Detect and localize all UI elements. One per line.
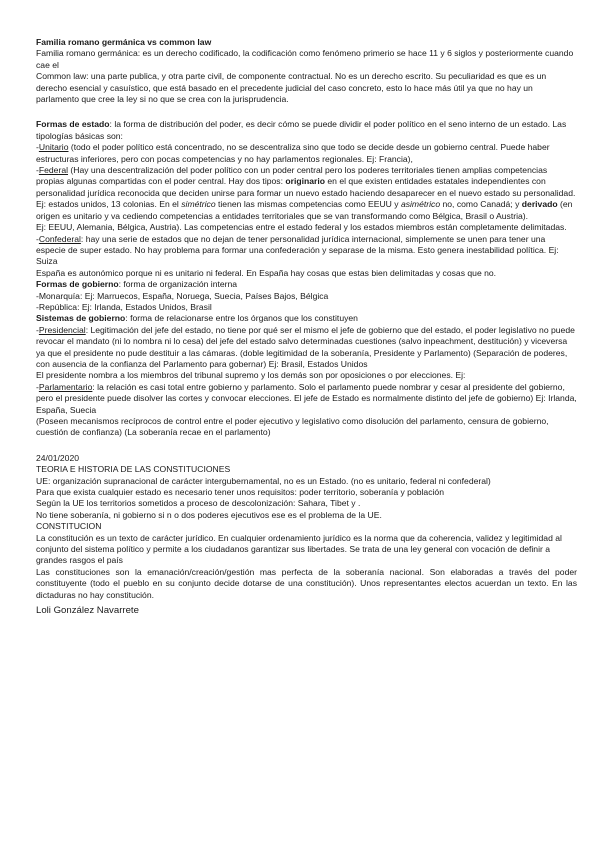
- paragraph: Según la UE los territorios sometidos a proceso de descolonización: Sahara, Tibet y .: [36, 498, 361, 509]
- list-item: -Monarquía: Ej: Marruecos, España, Noruega, Suecia, Países Bajos, Bélgica: [36, 290, 329, 301]
- term: Unitario: [38, 142, 69, 153]
- spacer: [36, 439, 577, 453]
- section-title: CONSTITUCION: [36, 521, 102, 532]
- paragraph-formas-gobierno: Formas de gobierno: forma de organización interna: [36, 279, 238, 290]
- paragraph-sistemas-gobierno: Sistemas de gobierno: forma de relacionarse entre los órganos que los constituyen: [36, 313, 358, 324]
- term: Sistemas de gobierno: [36, 313, 126, 324]
- paragraph: Familia romano germánica: es un derecho codificado, la codificación como fenómeno primerio se hace 11 y 6 siglos y posteriormente cuando cae el: [36, 48, 574, 70]
- paragraph: (Poseen mecanismos recíprocos de control entre el poder ejecutivo y legislativo como disolución del parlamento, censura de gobierno, cuestión de confianza) (La soberanía recae en el parlamento): [36, 416, 549, 438]
- term: Parlamentario: [38, 381, 93, 392]
- term: Formas de gobierno: [36, 279, 119, 290]
- paragraph: Ej: EEUU, Alemania, Bélgica, Austria). Las competencias entre el estado federal y los estados miembros están completamente delimitadas.: [36, 222, 567, 233]
- item-parlamentario: -Parlamentario: la relación es casi total entre gobierno y parlamento. Solo el parlamento puede nombrar y cesar al presidente del gobierno, pero el presidente puede disolver las cortes y convocar elecciones. El jefe de Estado es normalmente distinto del jefe de gobierno) Ej: Irlanda, España, Suecia: [36, 381, 577, 415]
- paragraph-formas-estado: Formas de estado: la forma de distribución del poder, es decir cómo se puede dividir el poder político en el seno interno de un estado. Las tipologías básicas son:: [36, 119, 567, 141]
- section-title: TEORIA E HISTORIA DE LAS CONSTITUCIONES: [36, 464, 231, 475]
- section-title: Familia romano germánica vs common law: [36, 37, 212, 47]
- item-unitario: -Unitario (todo el poder político está concentrado, no se descentraliza sino que todo se decide desde un gobierno central. Puede haber estructuras inferiores, pero con pocas competencias y no hay parlamentos regionales. Ej: Francia),: [36, 142, 550, 164]
- item-presidencial: -Presidencial: Legitimación del jefe del estado, no tiene por qué ser el mismo el jefe de gobierno que del estado, el poder legislativo no puede revocar el mandato (ni lo nombra ni lo cesa) del jefe del estado salvo determinadas cuestiones (salvo inpeachment, destitución) y viceversa ya que el presidente no pude destituir a las cámaras. (doble legitimidad de la soberanía, Presidente y Parlamento) (Separación de poderes, con ausencia de la confianza del Parlamento para gobernar) Ej: Brasil, Estados Unidos: [36, 324, 575, 369]
- item-federal: -Federal (Hay una descentralización del poder político con un poder central pero los poderes territoriales tienen amplias competencias propias algunas compartidas con el poder central. Hay dos tipos: originario en el que existen entidades estatales independientes con personalidad jurídica reconocida que deciden unirse para formar un nuevo estado haciendo desaparecer en el nuevo estado su personalidad. Ej: estados unidos, 13 colonias. En el simétrico tienen las mismas competencias como EEUU y asimétrico no, como Canadá; y derivado (en origen es unitario y va cediendo competencias a entidades territoriales que se van transformando como Bélgica, Brasil o Austria).: [36, 165, 576, 221]
- paragraph: El presidente nombra a los miembros del tribunal supremo y los demás son por oposiciones o por elecciones. Ej:: [36, 370, 466, 381]
- spacer: [36, 105, 577, 119]
- paragraph: No tiene soberanía, ni gobierno si n o dos poderes ejecutivos ese es el problema de la UE.: [36, 509, 382, 520]
- term: Confederal: [38, 233, 81, 244]
- paragraph: España es autonómico porque ni es unitario ni federal. En España hay cosas que estas bien delimitadas y cosas que no.: [36, 267, 497, 278]
- item-confederal: -Confederal: hay una serie de estados que no dejan de tener personalidad jurídica internacional, simplemente se unen para tener una especie de super estado. No hay problema para formar una confederación y separase de la misma. Esto genera inestabilidad política. Ej: Suiza: [36, 233, 559, 267]
- list-item: -República: Ej: Irlanda, Estados Unidos, Brasil: [36, 301, 212, 312]
- term: Formas de estado: [36, 119, 110, 130]
- author-signature: Loli González Navarrete: [36, 605, 139, 617]
- paragraph: Las constituciones son la emanación/creación/gestión mas perfecta de la soberanía nacional. Son elaboradas a través del poder constituyente (todo el pueblo en su conjunto decide dotarse de una constitución). Unos representantes electos acuerdan un texto. En las dictaduras no hay constitución.: [36, 566, 577, 600]
- term: Federal: [38, 165, 69, 176]
- date: 24/01/2020: [36, 452, 80, 463]
- paragraph: Para que exista cualquier estado es necesario tener unos requisitos: poder territorio, soberanía y población: [36, 487, 444, 498]
- paragraph: UE: organización supranacional de carácter intergubernamental, no es un Estado. (no es unitario, federal ni confederal): [36, 475, 491, 486]
- term: Presidencial: [38, 324, 86, 335]
- paragraph: Common law: una parte publica, y otra parte civil, de componente contractual. No es un derecho escrito. Su peculiaridad es que es un derecho esencial y casuístico, que está basado en el precedente judicial del caso concreto, esto lo hace más útil ya que no hay un parlamento que cree la ley si no que se crea con la jurisprudencia.: [36, 71, 547, 105]
- paragraph: La constitución es un texto de carácter jurídico. En cualquier ordenamiento jurídico es la norma que da coherencia, validez y legitimidad al conjunto del sistema político y permite a los ciudadanos garantizar sus libertades. Se trata de una ley general con vocación de definir a grandes rasgos el país: [36, 532, 562, 566]
